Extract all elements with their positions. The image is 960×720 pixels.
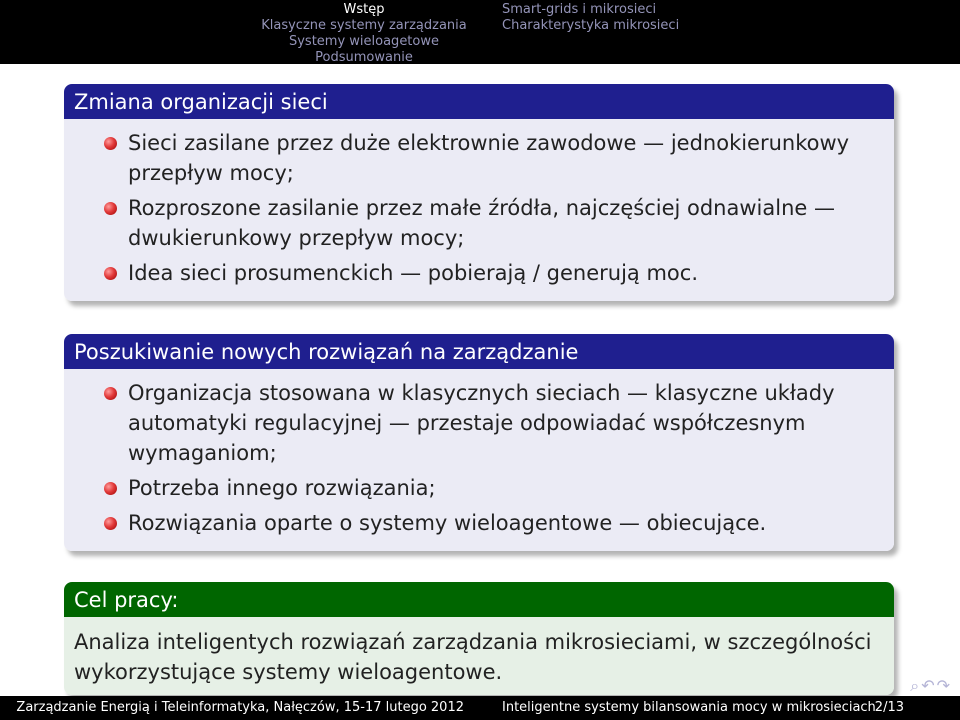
nav-link-systemy[interactable]: Systemy wieloagetowe xyxy=(288,34,439,49)
list-item xyxy=(74,128,884,188)
list-item-text: Rozproszone zasilanie przez małe źródła, najczęściej odnawialne — dwukierunkowy przepływ mocy; xyxy=(128,196,835,250)
bullet-icon xyxy=(104,482,117,495)
search-icon[interactable]: ⌕ xyxy=(910,676,922,695)
footer-event: Zarządzanie Energią i Teleinformatyka, Nałęczów, 15-17 lutego 2012 xyxy=(0,696,480,720)
block-body xyxy=(64,369,894,551)
bullet-icon xyxy=(104,202,117,215)
header-navigation-bar xyxy=(0,0,960,64)
back-forward-icon[interactable]: ↶↷ xyxy=(921,676,952,695)
nav-link-wstep[interactable]: Wstęp xyxy=(343,2,385,17)
block-cel-pracy xyxy=(64,582,894,695)
bullet-icon xyxy=(104,137,117,150)
page-number: 2/13 xyxy=(874,700,904,715)
block-title: Zmiana organizacji sieci xyxy=(64,84,894,119)
block-body xyxy=(64,119,894,301)
block-poszukiwanie xyxy=(64,334,894,551)
footer-bar xyxy=(0,696,960,720)
block-text: Analiza inteligentych rozwiązań zarządzania mikrosieciami, w szczególności wykorzystujące systemy wieloagentowe. xyxy=(74,630,872,684)
nav-link-podsumowanie[interactable]: Podsumowanie xyxy=(315,50,413,65)
nav-link-klasyczne[interactable]: Klasyczne systemy zarządzania xyxy=(261,18,467,33)
bullet-icon xyxy=(104,267,117,280)
block-zmiana-organizacji xyxy=(64,84,894,301)
list-item-text: Idea sieci prosumenckich — pobierają / generują moc. xyxy=(128,261,698,285)
list-item-text: Organizacja stosowana w klasycznych sieciach — klasyczne układy automatyki regulacyjnej — przestaje odpowiadać współczesnym wymaganiom; xyxy=(128,381,835,465)
beamer-navigation-icons[interactable] xyxy=(910,676,952,696)
nav-link-smart-grids[interactable]: Smart-grids i mikrosieci xyxy=(502,2,657,17)
list-item xyxy=(74,258,884,288)
list-item xyxy=(74,193,884,253)
list-item xyxy=(74,508,884,538)
list-item-text: Sieci zasilane przez duże elektrownie zawodowe — jednokierunkowy przepływ mocy; xyxy=(128,131,850,185)
footer-title: Inteligentne systemy bilansowania mocy w mikrosieciach xyxy=(502,700,876,715)
list-item xyxy=(74,378,884,468)
list-item xyxy=(74,473,884,503)
nav-link-charakterystyka[interactable]: Charakterystyka mikrosieci xyxy=(502,18,680,33)
nav-left-sections xyxy=(258,2,470,66)
footer-right xyxy=(480,696,960,720)
list-item-text: Potrzeba innego rozwiązania; xyxy=(128,476,436,500)
bullet-icon xyxy=(104,387,117,400)
bullet-icon xyxy=(104,517,117,530)
block-title: Poszukiwanie nowych rozwiązań na zarządzanie xyxy=(64,334,894,369)
list-item-text: Rozwiązania oparte o systemy wieloagentowe — obiecujące. xyxy=(128,511,767,535)
block-title: Cel pracy: xyxy=(64,582,894,617)
block-body xyxy=(64,617,894,695)
nav-right-subsections xyxy=(502,2,702,34)
